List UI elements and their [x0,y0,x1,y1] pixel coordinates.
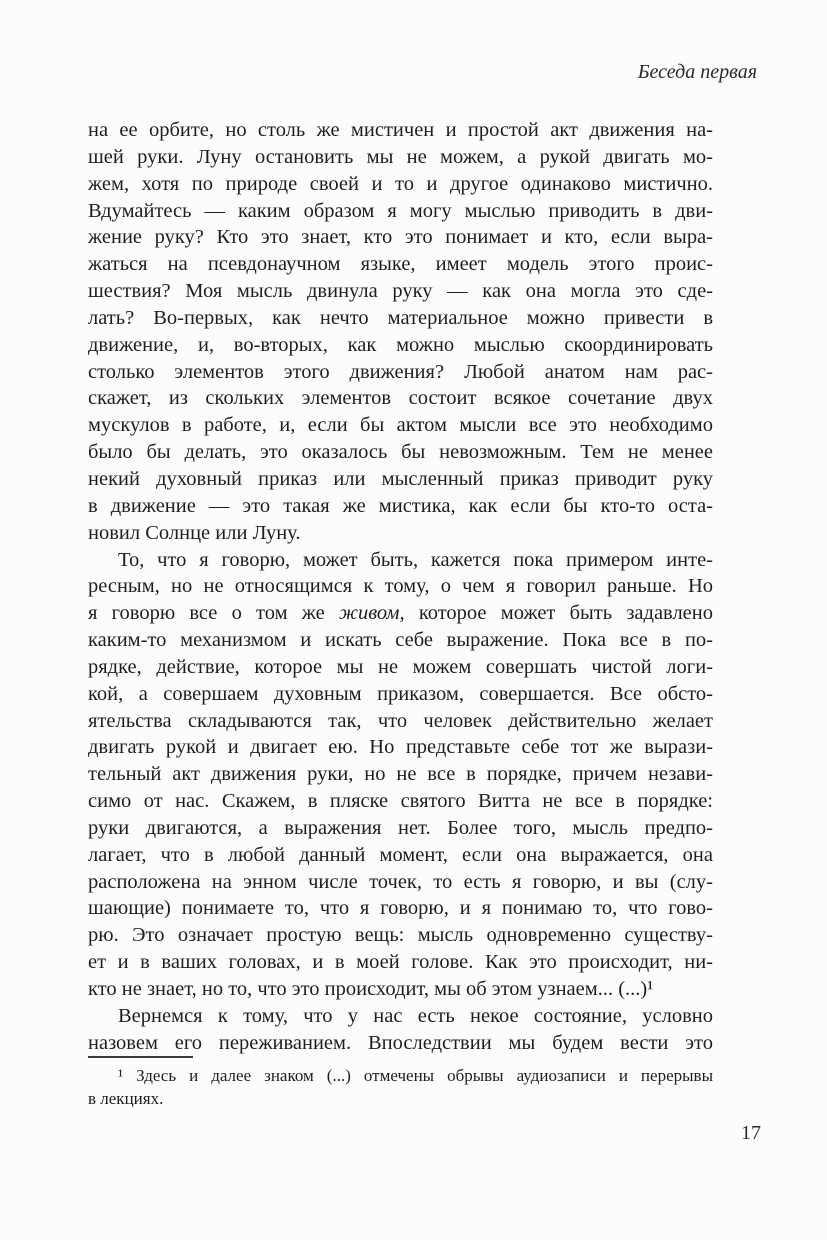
text-line: кто не знает, но то, что это происходит, мы об этом узнаем... (...)¹ [88,978,654,1000]
text-line: ет и в ваших головах, и в моей голове. Как это происходит, ни- [88,951,713,974]
text-line: кой, а совершаем духовным приказом, совершается. Все обсто- [88,682,713,705]
footnote-rule [88,1056,193,1058]
text-line: То, что я говорю, может быть, кажется пока примером инте- [118,548,713,571]
text-line: ресным, но не относящимся к тому, о чем я говорил раньше. Но [88,575,713,598]
text-line: жение руку? Кто это знает, кто это понимает и кто, если выра- [88,226,713,249]
text-line: Вернемся к тому, что у нас есть некое состояние, условно [118,1004,713,1027]
text-line: движение, и, во-вторых, как можно мыслью скоординировать [88,333,713,356]
text-line: скажет, из скольких элементов состоит всякое сочетание двух [88,387,713,410]
text-line: Вдумайтесь — каким образом я могу мыслью приводить в дви- [88,199,713,222]
text-line: я говорю все о том же живом, которое может быть задавлено [88,602,714,625]
text-line: назовем его переживанием. Впоследствии мы будем вести это [88,1031,713,1054]
text-line: шей руки. Луну остановить мы не можем, а рукой двигать мо- [88,145,713,168]
body-text-block [88,117,713,1057]
emphasized-text: живом, [338,602,405,625]
text-line: на ее орбите, но столь же мистичен и простой акт движения на- [88,119,713,141]
text-line: симо от нас. Скажем, в пляске святого Витта не все в порядке: [88,790,713,813]
page-number: 17 [741,1122,761,1144]
text-line: лать? Во-первых, как нечто материальное можно привести в [88,306,713,329]
text-line: столько элементов этого движения? Любой анатом нам рас- [88,360,713,383]
text-line: шающие) понимаете то, что я говорю, и я понимаю то, что гово- [88,897,713,920]
text-line: жем, хотя по природе своей и то и другое одинаково мистично. [88,172,713,195]
text-line: лагает, что в любой данный момент, если она выражается, она [88,843,713,866]
text-line: двигать рукой и двигает ею. Но представьте себе тот же вырази- [88,736,713,759]
text-line: в движение — это такая же мистика, как если бы кто-то оста- [88,494,713,517]
running-head: Беседа первая [637,61,757,83]
text-line: расположена на энном числе точек, то есть я говорю, и вы (слу- [88,870,713,893]
text-line: тельный акт движения руки, но не все в порядке, причем незави- [88,763,713,786]
text-line: ¹ Здесь и далее знаком (...) отмечены обрывы аудиозаписи и перерывы [118,1066,713,1085]
text-line: ятельства складываются так, что человек действительно желает [88,709,713,732]
footnote-block [88,1056,713,1110]
text-line: мускулов в работе, и, если бы актом мысли все это необходимо [88,414,713,437]
text-line: в лекциях. [88,1088,164,1108]
text-line: некий духовный приказ или мысленный приказ приводит руку [88,467,713,490]
footnote-text [88,1065,713,1110]
text-line: жаться на псевдонаучном языке, имеет модель этого проис- [88,253,713,276]
text-line: новил Солнце или Луну. [88,521,301,544]
text-line: руки двигаются, а выражения нет. Более того, мысль предпо- [88,816,713,839]
text-line: рядке, действие, которое мы не можем совершать чистой логи- [88,655,713,678]
text-line: было бы делать, это оказалось бы невозможным. Тем не менее [88,441,713,464]
text-line: каким-то механизмом и искать себе выражение. Пока все в по- [88,629,713,652]
text-line: рю. Это означает простую вещь: мысль одновременно существу- [88,924,713,947]
text-line: шествия? Моя мысль двинула руку — как она могла это сде- [88,280,713,303]
